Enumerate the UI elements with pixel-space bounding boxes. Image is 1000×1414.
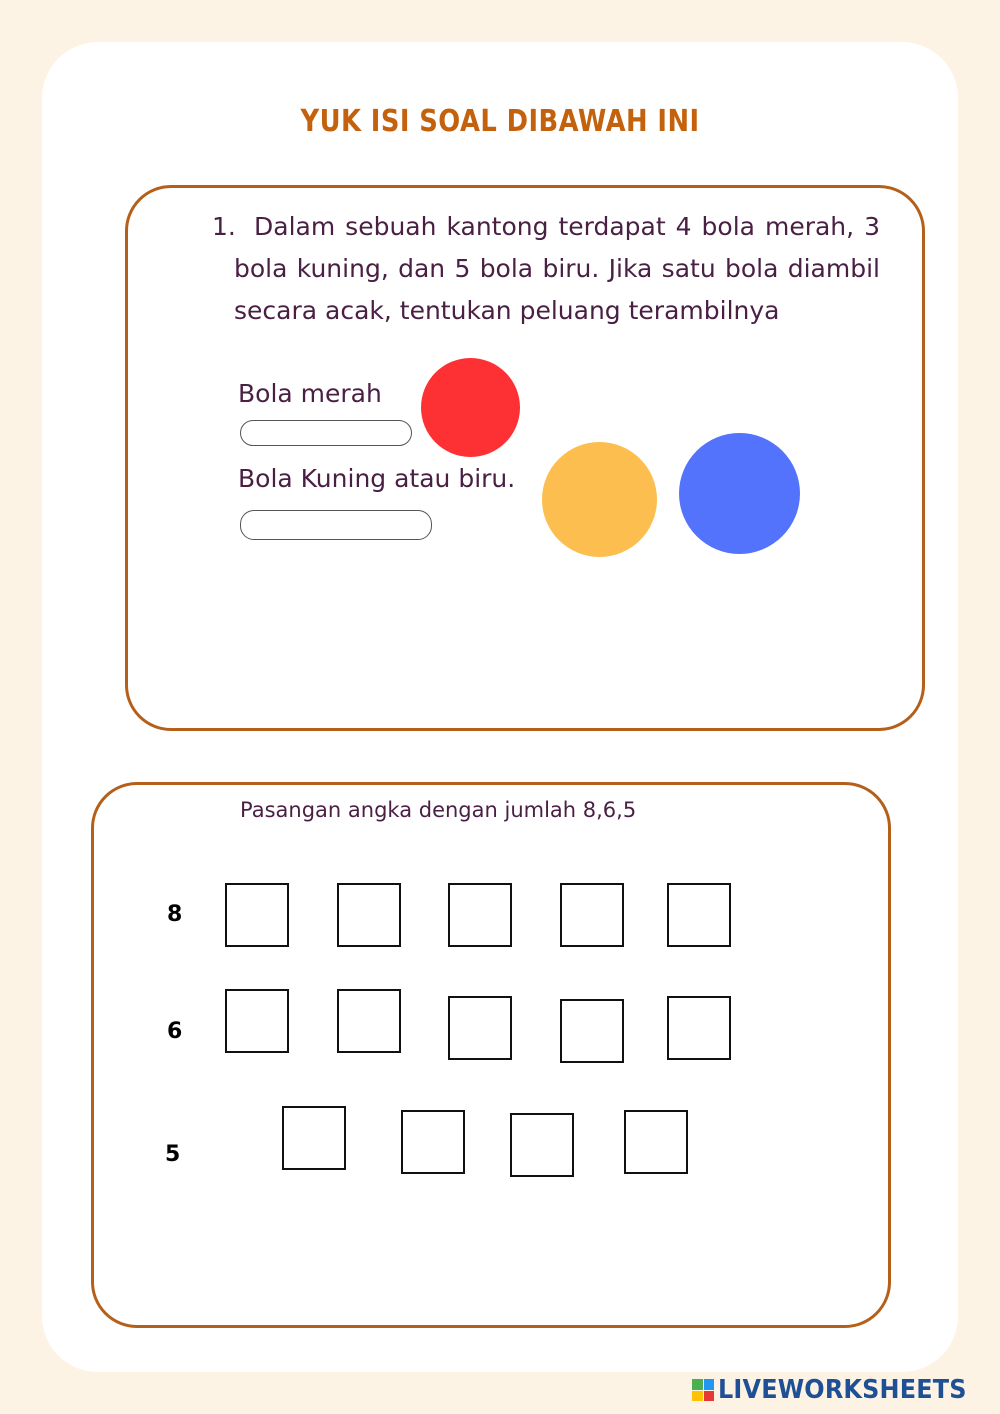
answer-box-row8-4[interactable] [560, 883, 624, 947]
red-ball-label: Bola merah [238, 379, 382, 408]
answer-box-row8-5[interactable] [667, 883, 731, 947]
row-number-6: 6 [167, 1019, 183, 1044]
yellow-ball [542, 442, 657, 557]
row-number-5: 5 [165, 1142, 181, 1167]
row-number-8: 8 [167, 902, 183, 927]
answer-box-row6-2[interactable] [337, 989, 401, 1053]
question-1-text-block [212, 206, 880, 332]
liveworksheets-brand-name: LIVEWORKSHEETS [718, 1375, 967, 1405]
liveworksheets-logo-icon [692, 1379, 714, 1401]
answer-box-row6-3[interactable] [448, 996, 512, 1060]
question-1-number: 1. [212, 212, 236, 241]
answer-box-row5-2[interactable] [401, 1110, 465, 1174]
answer-box-row8-2[interactable] [337, 883, 401, 947]
worksheet-title: YUK ISI SOAL DIBAWAH INI [300, 104, 700, 139]
question-1-text: Dalam sebuah kantong terdapat 4 bola merah, 3 bola kuning, dan 5 bola biru. Jika satu bola diambil secara acak, tentukan peluang terambilnya [234, 212, 880, 325]
yellow-or-blue-answer-input[interactable] [240, 510, 432, 540]
answer-box-row6-1[interactable] [225, 989, 289, 1053]
number-pairs-subtitle: Pasangan angka dengan jumlah 8,6,5 [240, 798, 637, 822]
answer-box-row5-1[interactable] [282, 1106, 346, 1170]
answer-box-row6-4[interactable] [560, 999, 624, 1063]
blue-ball [679, 433, 800, 554]
answer-box-row5-4[interactable] [624, 1110, 688, 1174]
answer-box-row8-1[interactable] [225, 883, 289, 947]
yellow-or-blue-label: Bola Kuning atau biru. [238, 464, 516, 493]
liveworksheets-brand [692, 1374, 988, 1406]
red-ball-answer-input[interactable] [240, 420, 412, 446]
answer-box-row6-5[interactable] [667, 996, 731, 1060]
red-ball [421, 358, 520, 457]
answer-box-row5-3[interactable] [510, 1113, 574, 1177]
answer-box-row8-3[interactable] [448, 883, 512, 947]
